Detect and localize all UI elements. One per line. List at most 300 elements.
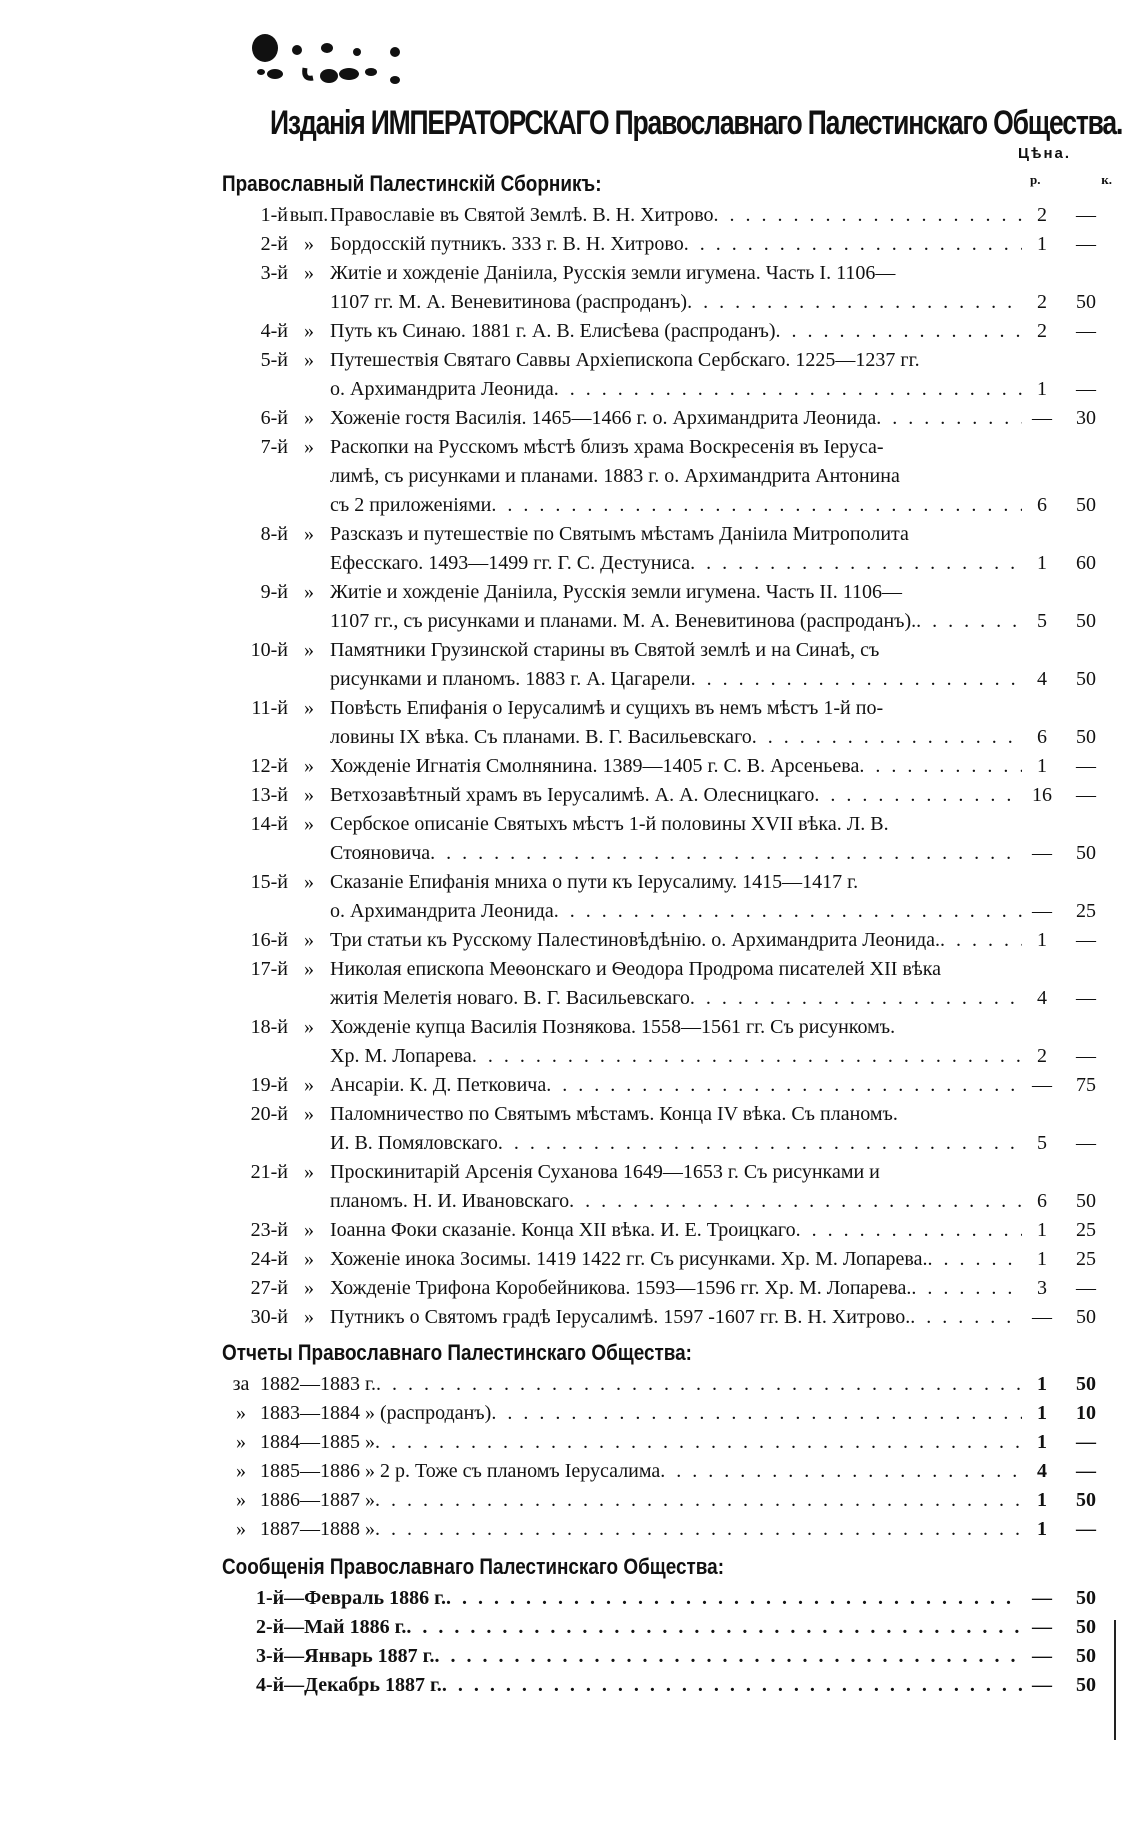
entry-text: Хоженіе гостя Василія. 1465—1466 г. о. Архимандрита Леонида — [330, 407, 877, 429]
leader-dots — [690, 549, 1022, 578]
leader-dots — [687, 288, 1022, 317]
entry-ditto: » — [304, 349, 314, 371]
entry-text: Стояновича — [330, 842, 431, 864]
entry-text: Житіе и хожденіе Даніила, Русскія земли игумена. Часть I. 1106— — [330, 262, 896, 284]
entry-ditto: » — [304, 1074, 314, 1096]
entry-number: 6-й — [260, 407, 288, 429]
report-text: 1882—1883 г. — [260, 1373, 376, 1395]
entry-number: 24-й — [250, 1248, 288, 1270]
price-rub: 6 — [1037, 1190, 1047, 1212]
price-kop: 50 — [1076, 1373, 1096, 1395]
price-kop: 60 — [1076, 552, 1096, 574]
price-kop: — — [1076, 1132, 1096, 1154]
price-rub: — — [1032, 842, 1052, 864]
entry-description — [330, 1245, 1022, 1274]
entry-number: 20-й — [250, 1103, 288, 1125]
leader-dots — [876, 404, 1022, 433]
leader-dots — [442, 1671, 1022, 1700]
entry-number: 27-й — [250, 1277, 288, 1299]
entry-text: Повѣсть Епифанія о Іерусалимѣ и сущихъ въ немъ мѣстъ 1-й по- — [330, 697, 884, 719]
price-rub: — — [1032, 1674, 1052, 1696]
entry-text: планомъ. Н. И. Ивановскаго — [330, 1190, 570, 1212]
price-rub: 1 — [1037, 1431, 1047, 1453]
entry-line — [330, 1274, 1022, 1303]
entry-description — [330, 868, 1022, 926]
leader-dots — [472, 1042, 1022, 1071]
price-kop: — — [1076, 378, 1096, 400]
entry-line — [330, 520, 1022, 549]
price-rub: 2 — [1037, 291, 1047, 313]
entry-ditto: » — [304, 813, 314, 835]
entry-description — [330, 955, 1022, 1013]
price-rub: — — [1032, 1616, 1052, 1638]
entry-text: Путешествія Святаго Саввы Архіепископа Сербскаго. 1225—1237 гг. — [330, 349, 920, 371]
price-kop: 50 — [1076, 1489, 1096, 1511]
report-description — [260, 1457, 1022, 1486]
price-kop: 50 — [1076, 610, 1096, 632]
entry-description — [330, 259, 1022, 317]
list-item — [222, 1158, 1122, 1216]
entry-text: ловины IX вѣка. Съ планами. В. Г. Васильевскаго — [330, 726, 752, 748]
sbornik-list — [222, 201, 1122, 1332]
message-text: 3-й—Январь 1887 г. — [256, 1645, 435, 1667]
report-prefix: » — [236, 1402, 246, 1424]
list-item — [222, 1303, 1122, 1332]
leader-dots — [714, 201, 1022, 230]
list-item — [222, 752, 1122, 781]
entry-ditto: » — [304, 1306, 314, 1328]
entry-ditto: » — [304, 523, 314, 545]
entry-line — [330, 926, 1022, 955]
list-item — [222, 201, 1122, 230]
entry-number: 13-й — [250, 784, 288, 806]
entry-number: 17-й — [250, 958, 288, 980]
entry-text: Ефесскаго. 1493—1499 гг. Г. С. Дестуниса — [330, 552, 691, 574]
entry-ditto: » — [304, 436, 314, 458]
entry-line — [330, 984, 1022, 1013]
price-rub: 6 — [1037, 494, 1047, 516]
list-item — [222, 781, 1122, 810]
leader-dots — [660, 1457, 1022, 1486]
report-item — [222, 1370, 1122, 1399]
report-prefix: » — [236, 1489, 246, 1511]
report-prefix: » — [236, 1460, 246, 1482]
entry-text: Паломничество по Святымъ мѣстамъ. Конца IV вѣка. Съ планомъ. — [330, 1103, 898, 1125]
entry-description — [330, 433, 1022, 520]
entry-line — [330, 1129, 1022, 1158]
price-rub: 2 — [1037, 320, 1047, 342]
message-line — [256, 1584, 1022, 1613]
price-rub: 1 — [1037, 1489, 1047, 1511]
entry-ditto: » — [304, 262, 314, 284]
price-rub: 2 — [1037, 204, 1047, 226]
entry-ditto: » — [304, 929, 314, 951]
price-kop: — — [1076, 1277, 1096, 1299]
entry-text: Житіе и хожденіе Даніила, Русскія земли игумена. Часть II. 1106— — [330, 581, 903, 603]
leader-dots — [859, 752, 1022, 781]
entry-line — [330, 404, 1022, 433]
leader-dots — [375, 1515, 1022, 1544]
reports-list — [222, 1370, 1122, 1544]
price-rub: 1 — [1037, 1248, 1047, 1270]
list-item — [222, 926, 1122, 955]
report-line — [260, 1486, 1022, 1515]
report-description — [260, 1515, 1022, 1544]
list-item — [222, 404, 1122, 433]
entry-line — [330, 230, 1022, 259]
price-kop: 10 — [1076, 1402, 1096, 1424]
price-rub: 4 — [1037, 987, 1047, 1009]
entry-line — [330, 897, 1022, 926]
price-kop: — — [1076, 755, 1096, 777]
price-rub: 1 — [1037, 755, 1047, 777]
entry-line — [330, 346, 1022, 375]
entry-line — [330, 375, 1022, 404]
entry-description — [330, 201, 1022, 230]
price-kop: 25 — [1076, 1248, 1096, 1270]
entry-description — [330, 230, 1022, 259]
entry-description — [330, 346, 1022, 404]
entry-text: Сказаніе Епифанія мниха о пути къ Іерусалиму. 1415—1417 г. — [330, 871, 859, 893]
leader-dots — [554, 897, 1022, 926]
report-description — [260, 1428, 1022, 1457]
entry-text: Раскопки на Русскомъ мѣстѣ близъ храма Воскресенія въ Іеруса- — [330, 436, 884, 458]
message-item — [222, 1671, 1122, 1700]
entry-description — [330, 578, 1022, 636]
leader-dots — [546, 1071, 1022, 1100]
price-rub: 1 — [1037, 1402, 1047, 1424]
kop-label: к. — [1101, 172, 1112, 187]
entry-line — [330, 1216, 1022, 1245]
entry-text: Сербское описаніе Святыхъ мѣстъ 1-й половины XVII вѣка. Л. В. — [330, 813, 889, 835]
report-prefix: » — [236, 1431, 246, 1453]
price-rub: 1 — [1037, 1373, 1047, 1395]
report-text: 1883—1884 » (распроданъ) — [260, 1402, 492, 1424]
entry-text: Православіе въ Святой Землѣ. В. Н. Хитрово — [330, 204, 714, 226]
entry-text: о. Архимандрита Леонида — [330, 900, 554, 922]
entry-ditto: » — [304, 958, 314, 980]
catalogue — [222, 165, 1122, 1700]
report-prefix: за — [232, 1373, 250, 1395]
price-rub: 2 — [1037, 1045, 1047, 1067]
entry-number: 12-й — [250, 755, 288, 777]
report-prefix: » — [236, 1518, 246, 1540]
price-kop: — — [1076, 1431, 1096, 1453]
entry-number: 19-й — [250, 1074, 288, 1096]
leader-dots — [430, 839, 1022, 868]
entry-text: житія Мелетія новаго. В. Г. Васильевскаго — [330, 987, 690, 1009]
leader-dots — [375, 1486, 1022, 1515]
entry-ditto: » — [304, 320, 314, 342]
report-line — [260, 1370, 1022, 1399]
entry-text: Проскинитарій Арсенія Суханова 1649—1653 г. Съ рисунками и — [330, 1161, 880, 1183]
entry-description — [330, 694, 1022, 752]
entry-line — [330, 868, 1022, 897]
entry-line — [330, 1013, 1022, 1042]
report-item — [222, 1457, 1122, 1486]
price-kop: — — [1076, 784, 1096, 806]
entry-text: 1107 гг. М. А. Веневитинова (распроданъ) — [330, 291, 688, 313]
entry-number: 5-й — [260, 349, 288, 371]
list-item — [222, 1216, 1122, 1245]
list-item — [222, 694, 1122, 752]
leader-dots — [446, 1584, 1022, 1613]
price-rub: 16 — [1032, 784, 1052, 806]
entry-line — [330, 1100, 1022, 1129]
entry-number: 15-й — [250, 871, 288, 893]
price-kop: — — [1076, 233, 1096, 255]
price-rub: 1 — [1037, 1518, 1047, 1540]
price-kop: 30 — [1076, 407, 1096, 429]
price-kop: 50 — [1076, 1645, 1096, 1667]
entry-text: о. Архимандрита Леонида — [330, 378, 554, 400]
leader-dots — [911, 1274, 1022, 1303]
price-rub: — — [1032, 1074, 1052, 1096]
entry-number: 7-й — [260, 436, 288, 458]
entry-number: 1-й — [260, 204, 288, 226]
entry-line — [330, 549, 1022, 578]
message-description — [256, 1642, 1022, 1671]
entry-number: 3-й — [260, 262, 288, 284]
leader-dots — [690, 984, 1022, 1013]
entry-line — [330, 1187, 1022, 1216]
messages-section-title: Сообщенія Православнаго Палестинскаго Общества: — [222, 1554, 724, 1579]
entry-line — [330, 955, 1022, 984]
price-kop: — — [1076, 1045, 1096, 1067]
report-line — [260, 1399, 1022, 1428]
list-item — [222, 1245, 1122, 1274]
leader-dots — [916, 607, 1022, 636]
price-rub: — — [1032, 407, 1052, 429]
leader-dots — [569, 1187, 1022, 1216]
entry-text: Три статьи къ Русскому Палестиновѣдѣнію. о. Архимандрита Леонида. — [330, 929, 941, 951]
entry-ditto: » — [304, 697, 314, 719]
entry-ditto: » — [304, 639, 314, 661]
entry-line — [330, 810, 1022, 839]
entry-description — [330, 926, 1022, 955]
entry-ditto: » — [304, 581, 314, 603]
price-rub: 4 — [1037, 668, 1047, 690]
price-kop: 50 — [1076, 494, 1096, 516]
leader-dots — [498, 1129, 1022, 1158]
list-item — [222, 636, 1122, 694]
message-line — [256, 1613, 1022, 1642]
report-line — [260, 1457, 1022, 1486]
entry-description — [330, 404, 1022, 433]
entry-ditto: » — [304, 755, 314, 777]
entry-text: Памятники Грузинской старины въ Святой землѣ и на Синаѣ, съ — [330, 639, 880, 661]
report-item — [222, 1399, 1122, 1428]
entry-text: 1107 гг., съ рисунками и планами. М. А. Веневитинова (распроданъ). — [330, 610, 917, 632]
entry-number: 30-й — [250, 1306, 288, 1328]
entry-description — [330, 1071, 1022, 1100]
entry-text: Бордосскій путникъ. 333 г. В. Н. Хитрово — [330, 233, 684, 255]
report-item — [222, 1428, 1122, 1457]
entry-text: Путникъ о Святомъ градѣ Іерусалимѣ. 1597 -1607 гг. В. Н. Хитрово. — [330, 1306, 911, 1328]
entry-line — [330, 839, 1022, 868]
leader-dots — [491, 1399, 1022, 1428]
message-description — [256, 1671, 1022, 1700]
list-item — [222, 230, 1122, 259]
entry-ditto: » — [304, 1219, 314, 1241]
price-rub: 1 — [1037, 378, 1047, 400]
price-rub: — — [1032, 1645, 1052, 1667]
entry-line — [330, 288, 1022, 317]
price-kop: 50 — [1076, 291, 1096, 313]
report-text: 1885—1886 » 2 р. Тоже съ планомъ Іерусалима — [260, 1460, 661, 1482]
entry-line — [330, 201, 1022, 230]
entry-description — [330, 781, 1022, 810]
leader-dots — [554, 375, 1022, 404]
price-kop: 50 — [1076, 842, 1096, 864]
list-item — [222, 1274, 1122, 1303]
price-kop: 50 — [1076, 1674, 1096, 1696]
list-item — [222, 1013, 1122, 1071]
entry-number: 23-й — [250, 1219, 288, 1241]
entry-description — [330, 810, 1022, 868]
entry-line — [330, 1071, 1022, 1100]
price-column-heading: Цѣна. — [1018, 145, 1072, 162]
report-line — [260, 1515, 1022, 1544]
entry-number: 16-й — [250, 929, 288, 951]
entry-line — [330, 694, 1022, 723]
entry-text: Хожденіе Трифона Коробейникова. 1593—1596 гг. Хр. М. Лопарева. — [330, 1277, 912, 1299]
price-kop: 50 — [1076, 1587, 1096, 1609]
entry-ditto: » — [304, 1161, 314, 1183]
entry-description — [330, 1274, 1022, 1303]
price-kop: — — [1076, 1460, 1096, 1482]
leader-dots — [684, 230, 1022, 259]
entry-number: 10-й — [250, 639, 288, 661]
price-kop: — — [1076, 987, 1096, 1009]
entry-ditto: » — [304, 784, 314, 806]
entry-text: Разсказъ и путешествіе по Святымъ мѣстамъ Даніила Митрополита — [330, 523, 909, 545]
entry-description — [330, 1158, 1022, 1216]
entry-line — [330, 491, 1022, 520]
price-rub: 5 — [1037, 610, 1047, 632]
entry-ditto: » — [304, 407, 314, 429]
entry-description — [330, 520, 1022, 578]
entry-text: Іоанна Фоки сказаніе. Конца XII вѣка. И. Е. Троицкаго — [330, 1219, 796, 1241]
entry-number: 8-й — [260, 523, 288, 545]
entry-line — [330, 752, 1022, 781]
price-rub: 4 — [1037, 1460, 1047, 1482]
report-text: 1886—1887 » — [260, 1489, 375, 1511]
price-rub: 3 — [1037, 1277, 1047, 1299]
report-description — [260, 1486, 1022, 1515]
price-rub: 1 — [1037, 1219, 1047, 1241]
leader-dots — [691, 665, 1022, 694]
entry-text: Ветхозавѣтный храмъ въ Іерусалимѣ. А. А. Олесницкаго — [330, 784, 815, 806]
leader-dots — [434, 1642, 1022, 1671]
leader-dots — [814, 781, 1022, 810]
list-item — [222, 1100, 1122, 1158]
entry-line — [330, 1303, 1022, 1332]
rub-label: р. — [1030, 172, 1041, 187]
report-description — [260, 1370, 1022, 1399]
report-description — [260, 1399, 1022, 1428]
list-item — [222, 578, 1122, 636]
entry-line — [330, 259, 1022, 288]
list-item — [222, 346, 1122, 404]
price-rub: — — [1032, 1306, 1052, 1328]
price-kop: 75 — [1076, 1074, 1096, 1096]
entry-ditto: » — [304, 1277, 314, 1299]
entry-line — [330, 317, 1022, 346]
price-rub: 6 — [1037, 726, 1047, 748]
report-line — [260, 1428, 1022, 1457]
report-item — [222, 1486, 1122, 1515]
entry-text: И. В. Помяловскаго — [330, 1132, 498, 1154]
entry-text: Николая епископа Меѳонскаго и Ѳеодора Продрома писателей XII вѣка — [330, 958, 942, 980]
price-kop: 50 — [1076, 726, 1096, 748]
entry-line — [330, 578, 1022, 607]
leader-dots — [910, 1303, 1022, 1332]
report-text: 1884—1885 » — [260, 1431, 375, 1453]
entry-line — [330, 462, 1022, 491]
page-title: Изданія ИМПЕРАТОРСКАГО Православнаго Палестинскаго Общества. — [270, 104, 1123, 142]
leader-dots — [376, 1370, 1022, 1399]
price-kop: — — [1076, 929, 1096, 951]
message-line — [256, 1642, 1022, 1671]
margin-rule — [1114, 1620, 1116, 1740]
entry-line — [330, 1245, 1022, 1274]
price-rub: — — [1032, 1587, 1052, 1609]
entry-number: 11-й — [251, 697, 288, 719]
entry-text: рисунками и планомъ. 1883 г. А. Цагарели — [330, 668, 691, 690]
entry-description — [330, 1216, 1022, 1245]
list-item — [222, 259, 1122, 317]
message-description — [256, 1613, 1022, 1642]
price-kop: — — [1076, 204, 1096, 226]
message-description — [256, 1584, 1022, 1613]
entry-line — [330, 636, 1022, 665]
price-kop: 50 — [1076, 1306, 1096, 1328]
leader-dots — [940, 926, 1022, 955]
entry-number: 2-й — [260, 233, 288, 255]
list-item — [222, 317, 1122, 346]
ink-blots — [245, 28, 425, 98]
message-text: 4-й—Декабрь 1887 г. — [256, 1674, 442, 1696]
price-kop: 25 — [1076, 1219, 1096, 1241]
leader-dots — [406, 1613, 1022, 1642]
price-rub: 1 — [1037, 233, 1047, 255]
entry-line — [330, 1042, 1022, 1071]
leader-dots — [375, 1428, 1022, 1457]
list-item — [222, 955, 1122, 1013]
messages-list — [222, 1584, 1122, 1700]
price-kop: 50 — [1076, 1616, 1096, 1638]
price-kop: 25 — [1076, 900, 1096, 922]
entry-text: Хр. М. Лопарева — [330, 1045, 472, 1067]
message-item — [222, 1584, 1122, 1613]
leader-dots — [776, 317, 1022, 346]
entry-line — [330, 1158, 1022, 1187]
message-text: 1-й—Февраль 1886 г. — [256, 1587, 446, 1609]
entry-line — [330, 433, 1022, 462]
list-item — [222, 520, 1122, 578]
entry-description — [330, 752, 1022, 781]
entry-text: Ансаріи. К. Д. Петковича — [330, 1074, 547, 1096]
entry-text: Хожденіе Игнатія Смолнянина. 1389—1405 г. С. В. Арсеньева — [330, 755, 860, 777]
message-item — [222, 1642, 1122, 1671]
entry-text: съ 2 приложеніями — [330, 494, 492, 516]
entry-ditto: » — [304, 1103, 314, 1125]
sbornik-section-title: Православный Палестинскій Сборникъ: — [222, 171, 602, 196]
price-rub: 5 — [1037, 1132, 1047, 1154]
entry-ditto: » — [304, 233, 314, 255]
entry-line — [330, 781, 1022, 810]
